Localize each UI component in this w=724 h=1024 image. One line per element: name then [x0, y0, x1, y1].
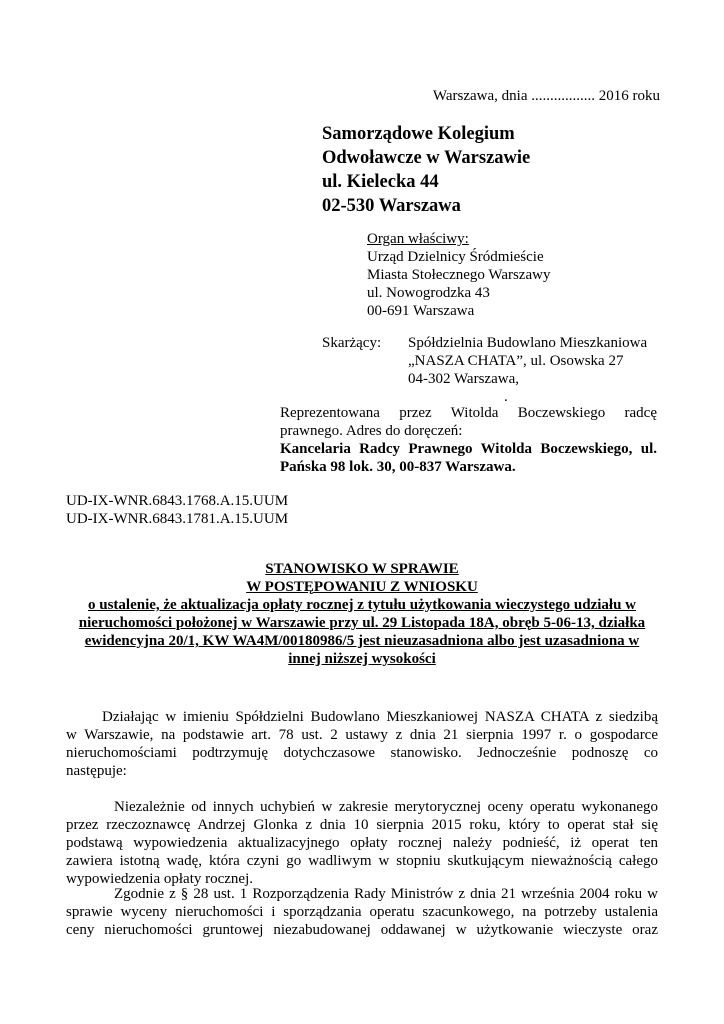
- title-line: o ustalenie, że aktualizacja opłaty rocznej z tytułu użytkowania wieczystego udziału w: [87, 597, 636, 613]
- paragraph-line: wypowiedzenia opłaty rocznej.: [66, 871, 254, 887]
- representation-line: Reprezentowana przez Witolda Boczewskiego radcę: [280, 405, 657, 421]
- paragraph-line: sprawie wyceny nieruchomości i sporządzania operatu szacunkowego, na potrzeby ustalenia: [66, 904, 658, 920]
- complainant-block: [408, 334, 660, 406]
- complainant-line: 04-302 Warszawa,: [408, 371, 519, 387]
- paragraph-line: Niezależnie od innych uchybień w zakresie merytorycznej oceny operatu wykonanego: [114, 799, 658, 815]
- organ-line: Miasta Stołecznego Warszawy: [367, 267, 551, 283]
- representation-block: [280, 404, 657, 476]
- organ-label: Organ właściwy:: [367, 231, 469, 247]
- document-title: [66, 560, 658, 668]
- paragraph-3: [66, 885, 658, 939]
- representation-line: prawnego. Adres do doręczeń:: [280, 423, 463, 439]
- reference-number: UD-IX-WNR.6843.1768.A.15.UUM: [66, 493, 289, 509]
- paragraph-line: Zgodnie z § 28 ust. 1 Rozporządzenia Rady Ministrów z dnia 21 września 2004 roku w: [114, 886, 658, 902]
- title-line: W POSTĘPOWANIU Z WNIOSKU: [246, 579, 478, 595]
- organ-line: ul. Nowogrodzka 43: [367, 285, 490, 301]
- organ-line: Urząd Dzielnicy Śródmieście: [367, 249, 544, 265]
- paragraph-2: [66, 798, 658, 888]
- paragraph-line: podstawą wypowiedzenia aktualizacyjnego opłaty rocznej należy podnieść, iż operat ten: [66, 835, 658, 851]
- addressee-line: Samorządowe Kolegium: [322, 124, 515, 144]
- reference-number: UD-IX-WNR.6843.1781.A.15.UUM: [66, 511, 289, 527]
- organ-line: 00-691 Warszawa: [367, 303, 475, 319]
- title-line: ewidencyjna 20/1, KW WA4M/00180986/5 jest nieuzasadniona albo jest uzasadniona w: [84, 633, 640, 649]
- paragraph-line: przez rzeczoznawcę Andrzej Glonka z dnia 10 sierpnia 2015 roku, który to operat stał się: [66, 817, 658, 833]
- addressee-line: ul. Kielecka 44: [322, 172, 439, 192]
- complainant-line: Spółdzielnia Budowlano Mieszkaniowa: [408, 335, 648, 351]
- complainant-line: .: [504, 389, 508, 405]
- title-line: STANOWISKO W SPRAWIE: [265, 561, 459, 577]
- paragraph-1: [66, 708, 658, 780]
- complainant-label: Skarżący:: [322, 335, 382, 351]
- representation-bold-line: Pańska 98 lok. 30, 00-837 Warszawa.: [280, 459, 516, 475]
- complainant-line: „NASZA CHATA”, ul. Osowska 27: [408, 353, 624, 369]
- title-line: innej niższej wysokości: [288, 651, 436, 667]
- paragraph-line: ceny nieruchomości gruntowej niezabudowanej oddawanej w użytkowanie wieczyste oraz: [66, 922, 658, 938]
- title-line: nieruchomości położonej w Warszawie przy ul. 29 Listopada 18A, obręb 5-06-13, działka: [78, 615, 646, 631]
- reference-numbers: [66, 492, 288, 528]
- paragraph-line: w Warszawie, na podstawie art. 78 ust. 2 ustawy z dnia 21 sierpnia 1997 r. o gospodarce: [66, 727, 658, 743]
- paragraph-line: zawiera istotną wadę, która czyni go wadliwym w stopniu skutkującym nieważnością całego: [66, 853, 658, 869]
- paragraph-line: nieruchomościami podtrzymuję dotychczasowe stanowisko. Jednocześnie podnoszę co: [66, 745, 658, 761]
- paragraph-line: następuje:: [66, 763, 127, 779]
- addressee-block: [322, 122, 530, 218]
- addressee-line: Odwoławcze w Warszawie: [322, 148, 531, 168]
- paragraph-line: Działając w imieniu Spółdzielni Budowlano Mieszkaniowej NASZA CHATA z siedzibą: [102, 709, 658, 725]
- organ-block: [367, 230, 550, 320]
- addressee-line: 02-530 Warszawa: [322, 196, 461, 216]
- date-line: Warszawa, dnia ................. 2016 roku: [432, 88, 660, 104]
- representation-bold-line: Kancelaria Radcy Prawnego Witolda Boczewskiego, ul.: [280, 441, 657, 457]
